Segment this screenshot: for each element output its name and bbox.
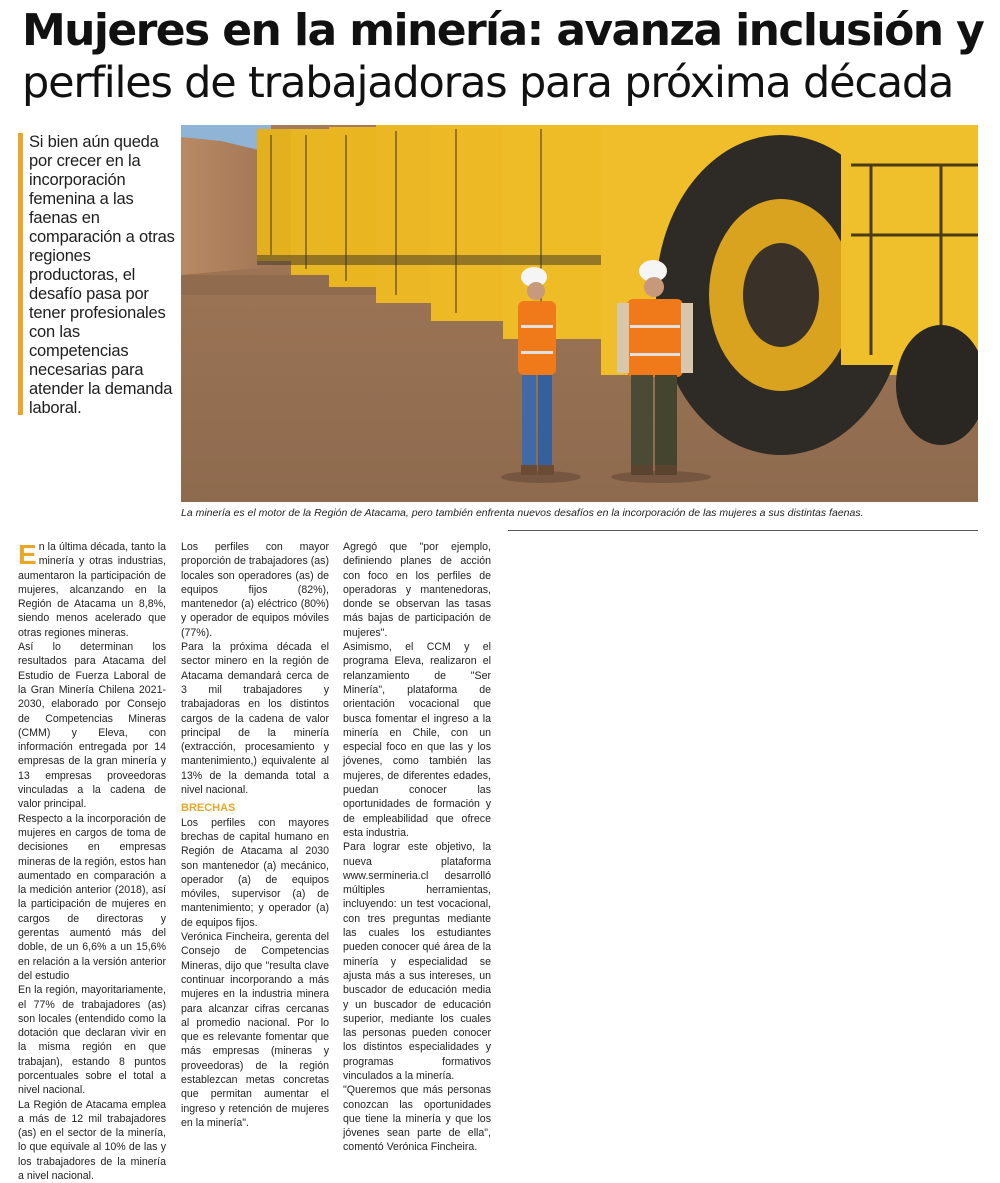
paragraph: En la última década, tanto la minería y otras industrias, aumentaron la participación de mujeres, alcanzando en la Región de Atacama un 8,8%, siendo menos acelerado que otras regiones mineras. — [18, 539, 166, 639]
dropcap: E — [18, 539, 37, 570]
article-column-2 — [181, 540, 329, 1130]
photo-caption: La minería es el motor de la Región de Atacama, pero también enfrenta nuevos desafíos en la incorporación de las mujeres a sus distintas faenas. — [181, 507, 864, 519]
headline-line-2: perfiles de trabajadoras para próxima década — [22, 58, 954, 108]
paragraph: Los perfiles con mayor proporción de trabajadores (as) locales son operadores (as) de equipos fijos (82%), mantenedor (a) eléctrico (80%) y operador de equipos móviles (77%). — [181, 541, 329, 639]
photo-illustration — [181, 125, 978, 502]
paragraph: Verónica Fincheira, gerenta del Consejo de Competencias Mineras, dijo que "resulta clave continuar incorporando a más mujeres en la industria minera para alcanzar cifras cercanas al promedio nacional. Por lo que es relevante fomentar que más empresas (mineras y proveedoras) de la región establezcan metas concretas que permitan aumentar el ingreso y retención de mujeres en la minería". — [181, 931, 329, 1129]
paragraph: Los perfiles con mayores brechas de capital humano en Región de Atacama al 2030 son mantenedor (a) mecánico, operador (a) de equipos móviles, supervisor (a) de mantenimiento; y operador (a) de equipos fijos. — [181, 816, 329, 929]
paragraph: Para lograr este objetivo, la nueva plataforma www.sermineria.cl desarrolló múltiples herramientas, incluyendo: un test vocacional, con tres preguntas mediante las cuales los estudiantes pueden conocer qué área de la minería y especialidad se ajusta más a sus intereses, un buscador de educación media y un buscador de educación superior, mediante los cuales las personas pueden conocer los distintos especialidades y programas formativos vinculados a la minería. — [343, 841, 491, 1082]
paragraph: Asimismo, el CCM y el programa Eleva, realizaron el relanzamiento de "Ser Minería", plataforma de orientación vocacional que busca fomentar el ingreso a la minería en Chile, con un especial foco en que las y los jóvenes, como también las mujeres, de diferentes edades, puedan conocer las oportunidades de formación y de empleabilidad que ofrece esta industria. — [343, 641, 491, 839]
pullquote-text: Si bien aún queda por crecer en la incorporación femenina a las faenas en comparación a otras regiones productoras, el desafío pasa por tener profesionales con las competencias necesarias para atender la demanda laboral. — [29, 133, 175, 417]
paragraph: Para la próxima década el sector minero en la región de Atacama demandará cerca de 3 mil trabajadores y trabajadoras en los distintos cargos de la cadena de valor principal de la minería (extracción, procesamiento y mantenimiento,) equivalente al 13% de la demanda total a nivel nacional. — [181, 641, 329, 797]
section-subhead: BRECHAS — [181, 802, 236, 815]
paragraph: Agregó que "por ejemplo, definiendo planes de acción con foco en los perfiles de operadoras y mantenedoras, donde se observan las tasas más bajas de participación de mujeres". — [343, 541, 491, 639]
article-column-1 — [18, 540, 166, 1183]
article-column-3 — [343, 540, 491, 1155]
headline — [22, 4, 982, 108]
divider-line — [508, 530, 978, 531]
pullquote — [18, 133, 179, 415]
paragraph: "Queremos que más personas conozcan las oportunidades que tiene la minería y que los jóvenes sean parte de ella", comentó Verónica Fincheira. — [343, 1084, 491, 1154]
paragraph: En la región, mayoritariamente, el 77% de trabajadores (as) son locales (entendido como la dotación que declaran vivir en la misma región en que trabajan), estando 8 puntos porcentuales sobre el total a nivel nacional. — [18, 984, 166, 1097]
headline-line-1: Mujeres en la minería: avanza inclusión y — [22, 5, 984, 56]
mining-trucks-photo — [181, 125, 978, 502]
paragraph: Respecto a la incorporación de mujeres en cargos de toma de decisiones en empresas mineras de la región, estos han aumentado en comparación a la medición anterior (2018), así la participación de mujeres en cargos de directoras y gerentas aumentó más del doble, de un 6,6% a un 15,6% en relación a la versión anterior del estudio — [18, 812, 166, 982]
paragraph: Así lo determinan los resultados para Atacama del Estudio de Fuerza Laboral de la Gran Minería Chilena 2021-2030, elaborado por Consejo de Competencias Mineras (CMM) y Eleva, con información entregada por 14 empresas de la gran minería y 13 empresas proveedoras vinculadas a la cadena de valor principal. — [18, 641, 166, 811]
paragraph: La Región de Atacama emplea a más de 12 mil trabajadores (as) en el sector de la minería, lo que equivale al 10% de las y los trabajadores de la minería a nivel nacional. — [18, 1098, 166, 1183]
